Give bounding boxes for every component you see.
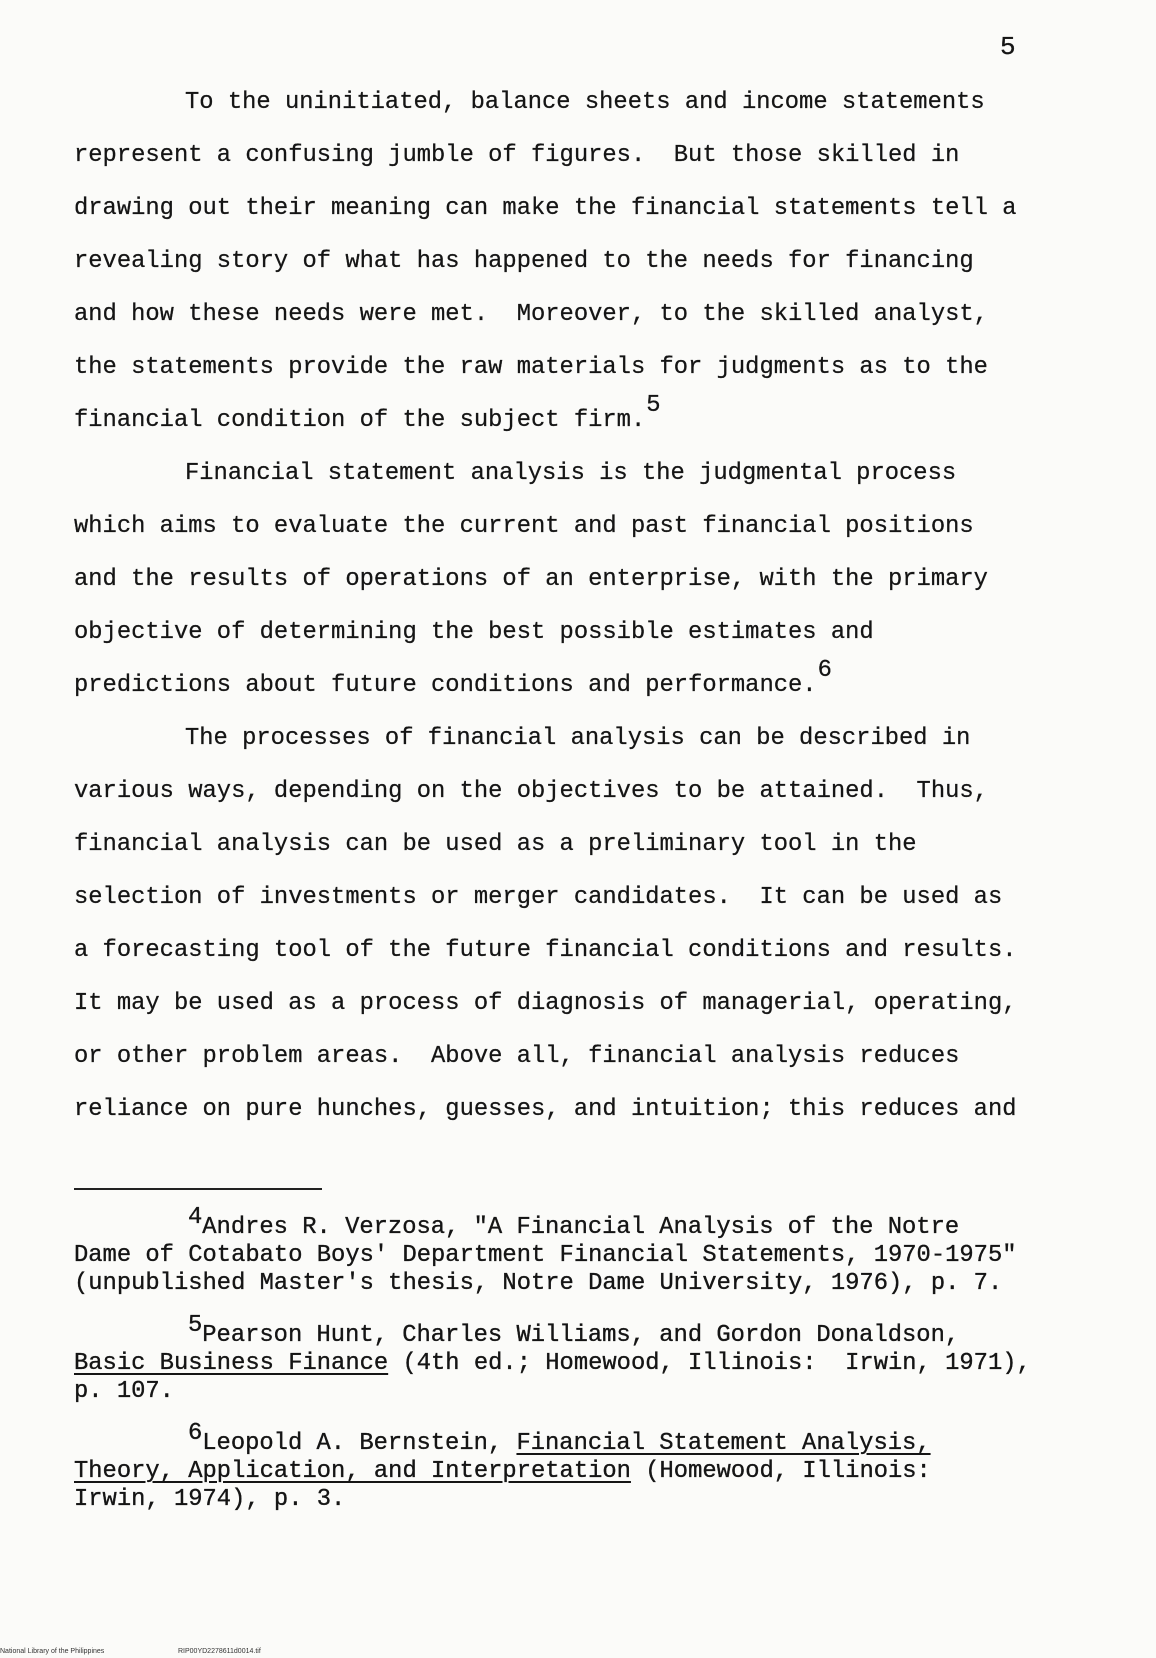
body-line <box>74 394 1017 447</box>
body-line-text: selection of investments or merger candidates. It can be used as <box>74 884 1003 911</box>
footnote-ref: 5 <box>646 392 661 420</box>
footnote-text: (Homewood, Illinois: <box>630 1458 931 1485</box>
footnote <box>74 1420 1031 1514</box>
body-line <box>74 288 1017 341</box>
scan-file-name: RIP00YD2278611d0014.tif <box>178 1648 261 1655</box>
paragraph <box>74 447 1017 712</box>
paragraph <box>74 712 1017 1136</box>
book-title: Financial Statement Analysis, <box>516 1430 931 1457</box>
body-line-text: predictions about future conditions and performance. <box>74 672 817 699</box>
body-line-text: various ways, depending on the objectives to be attained. Thus, <box>74 778 988 805</box>
body-line <box>74 871 1017 924</box>
footnotes <box>74 1204 1031 1538</box>
footnote-line <box>74 1312 1031 1350</box>
body-line-text: Financial statement analysis is the judgmental process <box>185 460 957 487</box>
body-line-text: reliance on pure hunches, guesses, and intuition; this reduces and <box>74 1096 1017 1123</box>
body-text <box>74 76 1017 1136</box>
body-line <box>74 1030 1017 1083</box>
body-line-text: The processes of financial analysis can be described in <box>185 725 971 752</box>
footnote-line <box>74 1242 1031 1270</box>
footnote <box>74 1312 1031 1406</box>
footnote-text: Irwin, 1974), p. 3. <box>74 1486 346 1513</box>
body-line <box>74 76 1017 129</box>
body-line-text: a forecasting tool of the future financial conditions and results. <box>74 937 1017 964</box>
footnote-line <box>74 1458 1031 1486</box>
body-line-text: the statements provide the raw materials for judgments as to the <box>74 354 988 381</box>
footnote-text: (unpublished Master's thesis, Notre Dame University, 1976), p. 7. <box>74 1270 1003 1297</box>
body-line <box>74 129 1017 182</box>
body-line <box>74 606 1017 659</box>
body-line-text: financial condition of the subject firm. <box>74 407 646 434</box>
footnote-ref: 6 <box>817 657 832 685</box>
body-line <box>74 924 1017 977</box>
footnote <box>74 1204 1031 1298</box>
body-line-text: represent a confusing jumble of figures. But those skilled in <box>74 142 960 169</box>
scan-caption <box>0 1647 400 1656</box>
page-number: 5 <box>1000 32 1016 62</box>
footnote-number: 4 <box>188 1204 203 1232</box>
book-title: Basic Business Finance <box>74 1350 389 1377</box>
footnote-number: 5 <box>188 1312 203 1340</box>
body-line <box>74 182 1017 235</box>
body-line <box>74 553 1017 606</box>
footnote-number: 6 <box>188 1420 203 1448</box>
body-line <box>74 500 1017 553</box>
footnote-text: Dame of Cotabato Boys' Department Financial Statements, 1970-1975" <box>74 1242 1017 1269</box>
footnote-line <box>74 1378 1031 1406</box>
body-line <box>74 659 1017 712</box>
body-line-text: and the results of operations of an enterprise, with the primary <box>74 566 988 593</box>
body-line <box>74 1083 1017 1136</box>
body-line <box>74 447 1017 500</box>
body-line <box>74 977 1017 1030</box>
body-line-text: and how these needs were met. Moreover, to the skilled analyst, <box>74 301 988 328</box>
body-line-text: which aims to evaluate the current and past financial positions <box>74 513 974 540</box>
body-line-text: objective of determining the best possible estimates and <box>74 619 874 646</box>
body-line <box>74 765 1017 818</box>
body-line <box>74 818 1017 871</box>
footnote-line <box>74 1270 1031 1298</box>
footnote-text: (4th ed.; Homewood, Illinois: Irwin, 1971), <box>388 1350 1031 1377</box>
footnote-text: Pearson Hunt, Charles Williams, and Gordon Donaldson, <box>202 1322 960 1349</box>
body-line-text: To the uninitiated, balance sheets and income statements <box>185 89 985 116</box>
library-name: National Library of the Philippines <box>0 1648 105 1655</box>
body-line <box>74 341 1017 394</box>
footnote-separator-rule <box>74 1188 322 1190</box>
footnote-line <box>74 1486 1031 1514</box>
footnote-text: Andres R. Verzosa, "A Financial Analysis of the Notre <box>202 1214 960 1241</box>
footnote-line <box>74 1204 1031 1242</box>
paragraph <box>74 76 1017 447</box>
body-line-text: financial analysis can be used as a preliminary tool in the <box>74 831 917 858</box>
footnote-text: Leopold A. Bernstein, <box>202 1430 517 1457</box>
footnote-line <box>74 1350 1031 1378</box>
book-title: Theory, Application, and Interpretation <box>74 1458 631 1485</box>
body-line <box>74 712 1017 765</box>
body-line-text: It may be used as a process of diagnosis of managerial, operating, <box>74 990 1017 1017</box>
footnote-line <box>74 1420 1031 1458</box>
body-line-text: drawing out their meaning can make the financial statements tell a <box>74 195 1017 222</box>
body-line-text: or other problem areas. Above all, financial analysis reduces <box>74 1043 960 1070</box>
footnote-text: p. 107. <box>74 1378 174 1405</box>
body-line-text: revealing story of what has happened to the needs for financing <box>74 248 974 275</box>
body-line <box>74 235 1017 288</box>
